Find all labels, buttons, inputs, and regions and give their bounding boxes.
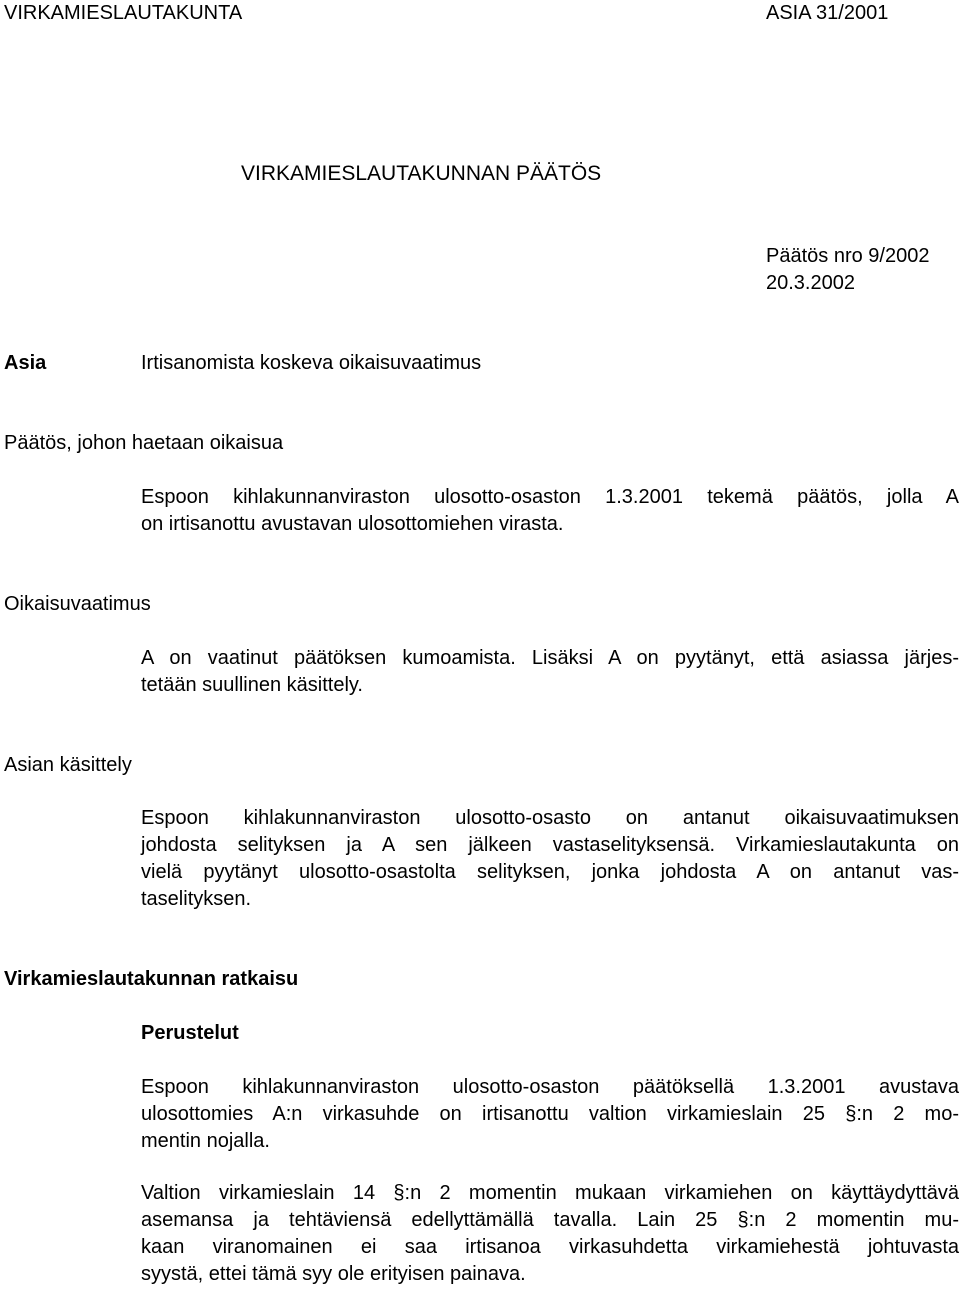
decision-number: Päätös nro 9/2002 (766, 245, 930, 267)
reasons-paragraph-1 (141, 1074, 959, 1155)
paragraph-line: taselityksen. (141, 888, 252, 910)
paragraph-line: Espoon kihlakunnanviraston ulosotto-osasto on antanut oikaisuvaatimuksen (141, 807, 959, 829)
paragraph-line: Valtion virkamieslain 14 §:n 2 momentin mukaan virkamiehen on käyttäydyttävä (141, 1182, 959, 1204)
reasons-paragraph-2 (141, 1180, 959, 1288)
processing-heading: Asian käsittely (4, 754, 132, 776)
paragraph-line: johdosta selityksen ja A sen jälkeen vastaselityksensä. Virkamieslautakunta on (141, 834, 959, 856)
processing-paragraph (141, 805, 959, 913)
decision-date: 20.3.2002 (766, 272, 855, 294)
paragraph-line: ulosottomies A:n virkasuhde on irtisanottu valtion virkamieslain 25 §:n 2 mo- (141, 1103, 959, 1125)
paragraph-line: mentin nojalla. (141, 1130, 270, 1152)
paragraph-line: on irtisanottu avustavan ulosottomiehen virasta. (141, 513, 564, 535)
document-title: VIRKAMIESLAUTAKUNNAN PÄÄTÖS (241, 162, 602, 185)
organization-name: VIRKAMIESLAUTAKUNTA (4, 2, 243, 24)
paragraph-line: A on vaatinut päätöksen kumoamista. Lisäksi A on pyytänyt, että asiassa järjes- (141, 647, 959, 669)
appealed-decision-paragraph (141, 484, 959, 538)
case-id: ASIA 31/2001 (766, 2, 889, 24)
paragraph-line: vielä pyytänyt ulosotto-osastolta selityksen, jonka johdosta A on antanut vas- (141, 861, 959, 883)
appealed-decision-heading: Päätös, johon haetaan oikaisua (4, 432, 284, 454)
claim-paragraph (141, 645, 959, 699)
paragraph-line: Espoon kihlakunnanviraston ulosotto-osaston päätöksellä 1.3.2001 avustava (141, 1076, 959, 1098)
claim-heading: Oikaisuvaatimus (4, 593, 151, 615)
paragraph-line: kaan viranomainen ei saa irtisanoa virkasuhdetta virkamiehestä johtuvasta (141, 1236, 959, 1258)
reasons-subheading: Perustelut (141, 1022, 239, 1044)
paragraph-line: Espoon kihlakunnanviraston ulosotto-osaston 1.3.2001 tekemä päätös, jolla A (141, 486, 959, 508)
paragraph-line: tetään suullinen käsittely. (141, 674, 363, 696)
resolution-heading: Virkamieslautakunnan ratkaisu (4, 968, 299, 990)
asia-label: Asia (4, 352, 47, 374)
paragraph-line: syystä, ettei tämä syy ole erityisen painava. (141, 1263, 526, 1285)
paragraph-line: asemansa ja tehtäviensä edellyttämällä tavalla. Lain 25 §:n 2 momentin mu- (141, 1209, 959, 1231)
asia-text: Irtisanomista koskeva oikaisuvaatimus (141, 352, 482, 374)
